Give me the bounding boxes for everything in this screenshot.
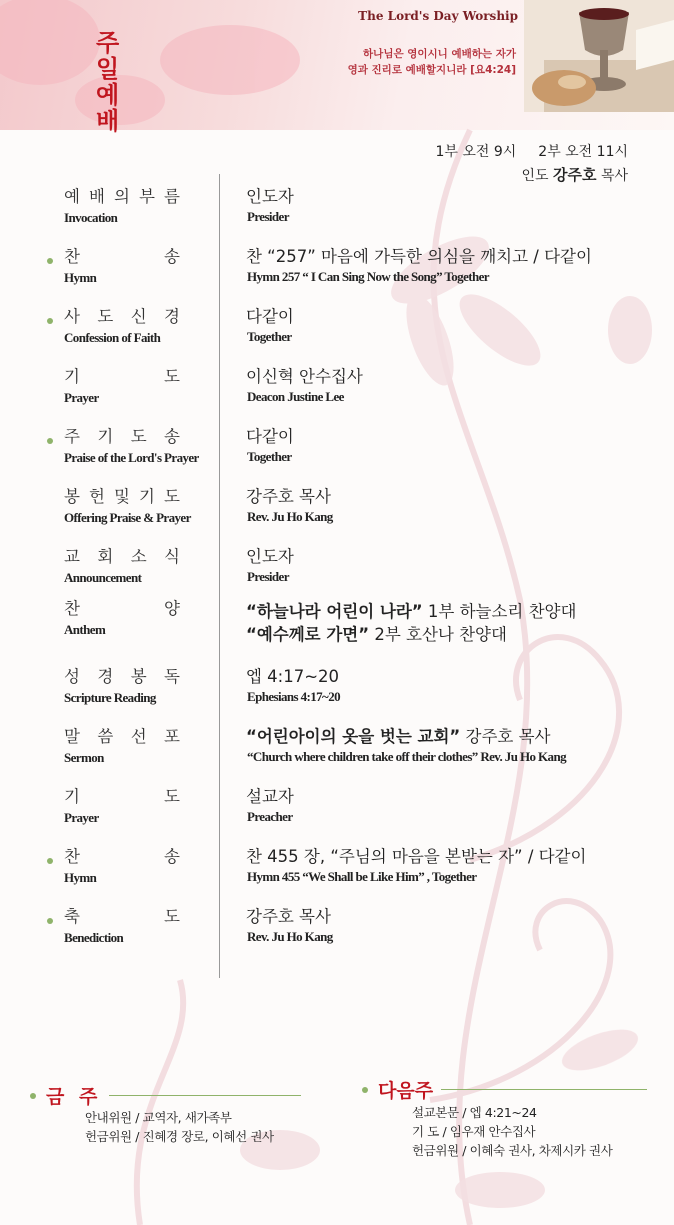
title-line-1: 주 일 xyxy=(96,29,132,83)
item-title-char: 말 xyxy=(64,727,80,746)
item-detail-english: Rev. Ju Ho Kang xyxy=(247,509,333,524)
item-title-char: 도 xyxy=(130,427,147,446)
item-title-char: 신 xyxy=(130,307,147,326)
item-detail-korean: 다같이 xyxy=(246,307,294,326)
item-detail-korean: 찬 455 장, “주님의 마음을 본받는 자” / 다같이 xyxy=(246,847,587,866)
order-item xyxy=(0,426,674,486)
item-title-char: 찬 xyxy=(64,599,80,618)
item-title-korean xyxy=(64,306,180,328)
order-item xyxy=(0,306,674,366)
next-week-line-3: 헌금위원 / 이혜숙 권사, 차제시카 권사 xyxy=(412,1143,613,1158)
this-week-info xyxy=(85,1108,274,1146)
item-title-korean xyxy=(64,786,180,808)
bullet-dot xyxy=(47,438,53,444)
next-week-header xyxy=(362,1076,647,1103)
this-week-title: 금 주 xyxy=(46,1086,102,1108)
item-title-char: 봉 xyxy=(64,487,80,506)
item-title-english: Hymn xyxy=(64,270,97,285)
item-title-char: 도 xyxy=(97,307,114,326)
item-title-korean xyxy=(64,906,180,928)
anthem-choir-2: 2부 호산나 찬양대 xyxy=(369,625,507,644)
this-week-header xyxy=(30,1082,301,1109)
item-title-korean xyxy=(64,426,180,448)
item-title-char: 독 xyxy=(164,667,180,686)
item-title-english: Scripture Reading xyxy=(64,690,156,705)
item-title-char: 성 xyxy=(64,667,80,686)
order-item xyxy=(0,546,674,606)
anthem-choir-1: 1부 하늘소리 찬양대 xyxy=(422,602,577,621)
item-title-korean xyxy=(64,546,180,568)
item-title-english: Sermon xyxy=(64,750,104,765)
order-item xyxy=(0,598,674,658)
item-title-english: Prayer xyxy=(64,390,99,405)
item-title-char: 축 xyxy=(64,907,80,926)
item-title-char: 회 xyxy=(97,547,114,566)
item-title-char: 찬 xyxy=(64,847,80,866)
order-item xyxy=(0,186,674,246)
order-item xyxy=(0,666,674,726)
item-detail-english: Together xyxy=(247,329,292,344)
item-detail-english: Deacon Justine Lee xyxy=(247,389,344,404)
item-title-char: 교 xyxy=(64,547,80,566)
title-line-2: 예 배 xyxy=(96,81,132,135)
order-item xyxy=(0,906,674,966)
anthem-line-2 xyxy=(246,621,507,645)
item-title-english: Hymn xyxy=(64,870,97,885)
bullet-dot xyxy=(47,858,53,864)
service-times xyxy=(435,141,628,188)
order-item xyxy=(0,366,674,426)
bullet-dot xyxy=(47,258,53,264)
item-title-char: 사 xyxy=(64,307,80,326)
verse-line-1: 하나님은 영이시니 예배하는 자가 xyxy=(363,48,516,60)
item-title-char: 양 xyxy=(164,599,180,618)
item-detail-korean: 다같이 xyxy=(246,427,294,446)
verse-line-2: 영과 진리로 예배할지니라 [요4:24] xyxy=(347,64,516,76)
this-week-line-2: 헌금위원 / 진혜경 장로, 이혜선 권사 xyxy=(85,1129,274,1144)
sermon-title xyxy=(246,726,550,748)
item-title-korean xyxy=(64,598,180,620)
item-detail-korean: 엡 4:17~20 xyxy=(246,667,340,686)
item-detail-korean: 강주호 목사 xyxy=(246,907,331,926)
order-item xyxy=(0,726,674,786)
item-detail-english: Rev. Ju Ho Kang xyxy=(247,929,333,944)
anthem-song-2: “예수께로 가면” xyxy=(246,625,370,644)
item-title-char: 주 xyxy=(64,427,80,446)
item-title-korean xyxy=(64,186,180,208)
item-title-korean xyxy=(64,666,180,688)
bullet-dot xyxy=(30,1093,36,1099)
item-title-char: 찬 xyxy=(64,247,80,266)
order-item xyxy=(0,246,674,306)
item-title-char: 식 xyxy=(164,547,180,566)
item-title-korean xyxy=(64,246,180,268)
order-item xyxy=(0,786,674,846)
item-detail-english: Hymn 257 “ I Can Sing Now the Song” Together xyxy=(247,269,489,284)
item-title-korean xyxy=(64,726,180,748)
item-title-english: Invocation xyxy=(64,210,118,225)
item-title-char: 소 xyxy=(130,547,147,566)
bullet-dot xyxy=(47,918,53,924)
sermon-preacher: 강주호 목사 xyxy=(460,727,551,746)
item-detail-korean: 찬 “257” 마음에 가득한 의심을 깨치고 / 다같이 xyxy=(246,247,592,266)
item-title-char: 도 xyxy=(164,367,180,386)
item-detail-korean: 강주호 목사 xyxy=(246,487,331,506)
sermon-title-text: “어린아이의 옷을 벗는 교회” xyxy=(246,727,461,746)
item-title-char: 봉 xyxy=(130,667,147,686)
item-title-english: Prayer xyxy=(64,810,99,825)
anthem-song-1: “하늘나라 어린이 나라” xyxy=(246,602,423,621)
bullet-dot xyxy=(47,318,53,324)
this-week-line-1: 안내위원 / 교역자, 새가족부 xyxy=(85,1110,232,1125)
item-detail-korean: 인도자 xyxy=(246,547,294,566)
scripture-verse xyxy=(316,46,516,78)
order-item xyxy=(0,846,674,906)
item-detail-english: Presider xyxy=(247,209,289,224)
item-title-char: 경 xyxy=(164,307,180,326)
item-detail-korean: 설교자 xyxy=(246,787,294,806)
item-title-char: 기 xyxy=(97,427,114,446)
sermon-title-english: “Church where children take off their clothes” Rev. Ju Ho Kang xyxy=(247,749,566,764)
item-title-korean xyxy=(64,846,180,868)
item-detail-english: Ephesians 4:17~20 xyxy=(247,689,341,704)
item-title-char: 부 xyxy=(139,187,155,206)
item-title-char: 도 xyxy=(164,907,180,926)
item-title-char: 예 xyxy=(64,187,80,206)
bullet-dot xyxy=(362,1087,368,1093)
worship-title-korean xyxy=(96,30,176,134)
anthem-line-1 xyxy=(246,598,576,622)
item-title-english: Announcement xyxy=(64,570,142,585)
item-title-char: 기 xyxy=(139,487,155,506)
item-detail-english: Hymn 455 “We Shall be Like Him” , Together xyxy=(247,869,477,884)
first-service-time: 1부 오전 9시 xyxy=(435,144,517,160)
item-title-char: 헌 xyxy=(89,487,105,506)
item-title-char: 송 xyxy=(164,427,180,446)
item-detail-english: Preacher xyxy=(247,809,293,824)
item-title-english: Confession of Faith xyxy=(64,330,161,345)
item-title-char: 선 xyxy=(130,727,147,746)
leader-name: 강주호 xyxy=(553,166,597,184)
item-title-char: 도 xyxy=(164,787,180,806)
item-title-char: 기 xyxy=(64,367,80,386)
item-title-english: Anthem xyxy=(64,622,106,637)
item-detail-english: Together xyxy=(247,449,292,464)
item-detail-korean: 이신혁 안수집사 xyxy=(246,367,363,386)
order-item xyxy=(0,486,674,546)
item-title-korean xyxy=(64,366,180,388)
item-title-char: 송 xyxy=(164,247,180,266)
item-detail-english: Presider xyxy=(247,569,289,584)
item-title-char: 씀 xyxy=(97,727,114,746)
worship-title-english: The Lord's Day Worship xyxy=(358,9,518,23)
item-title-english: Offering Praise & Prayer xyxy=(64,510,191,525)
item-title-char: 도 xyxy=(164,487,180,506)
leader-label: 인도 xyxy=(521,168,549,184)
header-rule xyxy=(441,1089,647,1090)
item-title-char: 의 xyxy=(114,187,130,206)
item-title-char: 경 xyxy=(97,667,114,686)
next-week-line-1: 설교본문 / 엡 4:21~24 xyxy=(412,1105,537,1120)
item-title-char: 송 xyxy=(164,847,180,866)
item-title-korean xyxy=(64,486,180,508)
next-week-info xyxy=(412,1103,612,1160)
leader-title: 목사 xyxy=(600,168,628,184)
item-detail-korean: 인도자 xyxy=(246,187,294,206)
header-rule xyxy=(109,1095,301,1096)
next-week-line-2: 기 도 / 임우재 안수집사 xyxy=(412,1124,536,1139)
next-week-title: 다음주 xyxy=(378,1080,434,1102)
item-title-char: 름 xyxy=(164,187,180,206)
item-title-char: 및 xyxy=(114,487,130,506)
item-title-char: 배 xyxy=(89,187,105,206)
second-service-time: 2부 오전 11시 xyxy=(538,144,628,160)
item-title-char: 포 xyxy=(164,727,180,746)
item-title-char: 기 xyxy=(64,787,80,806)
item-title-english: Benediction xyxy=(64,930,124,945)
item-title-english: Praise of the Lord's Prayer xyxy=(64,450,199,465)
